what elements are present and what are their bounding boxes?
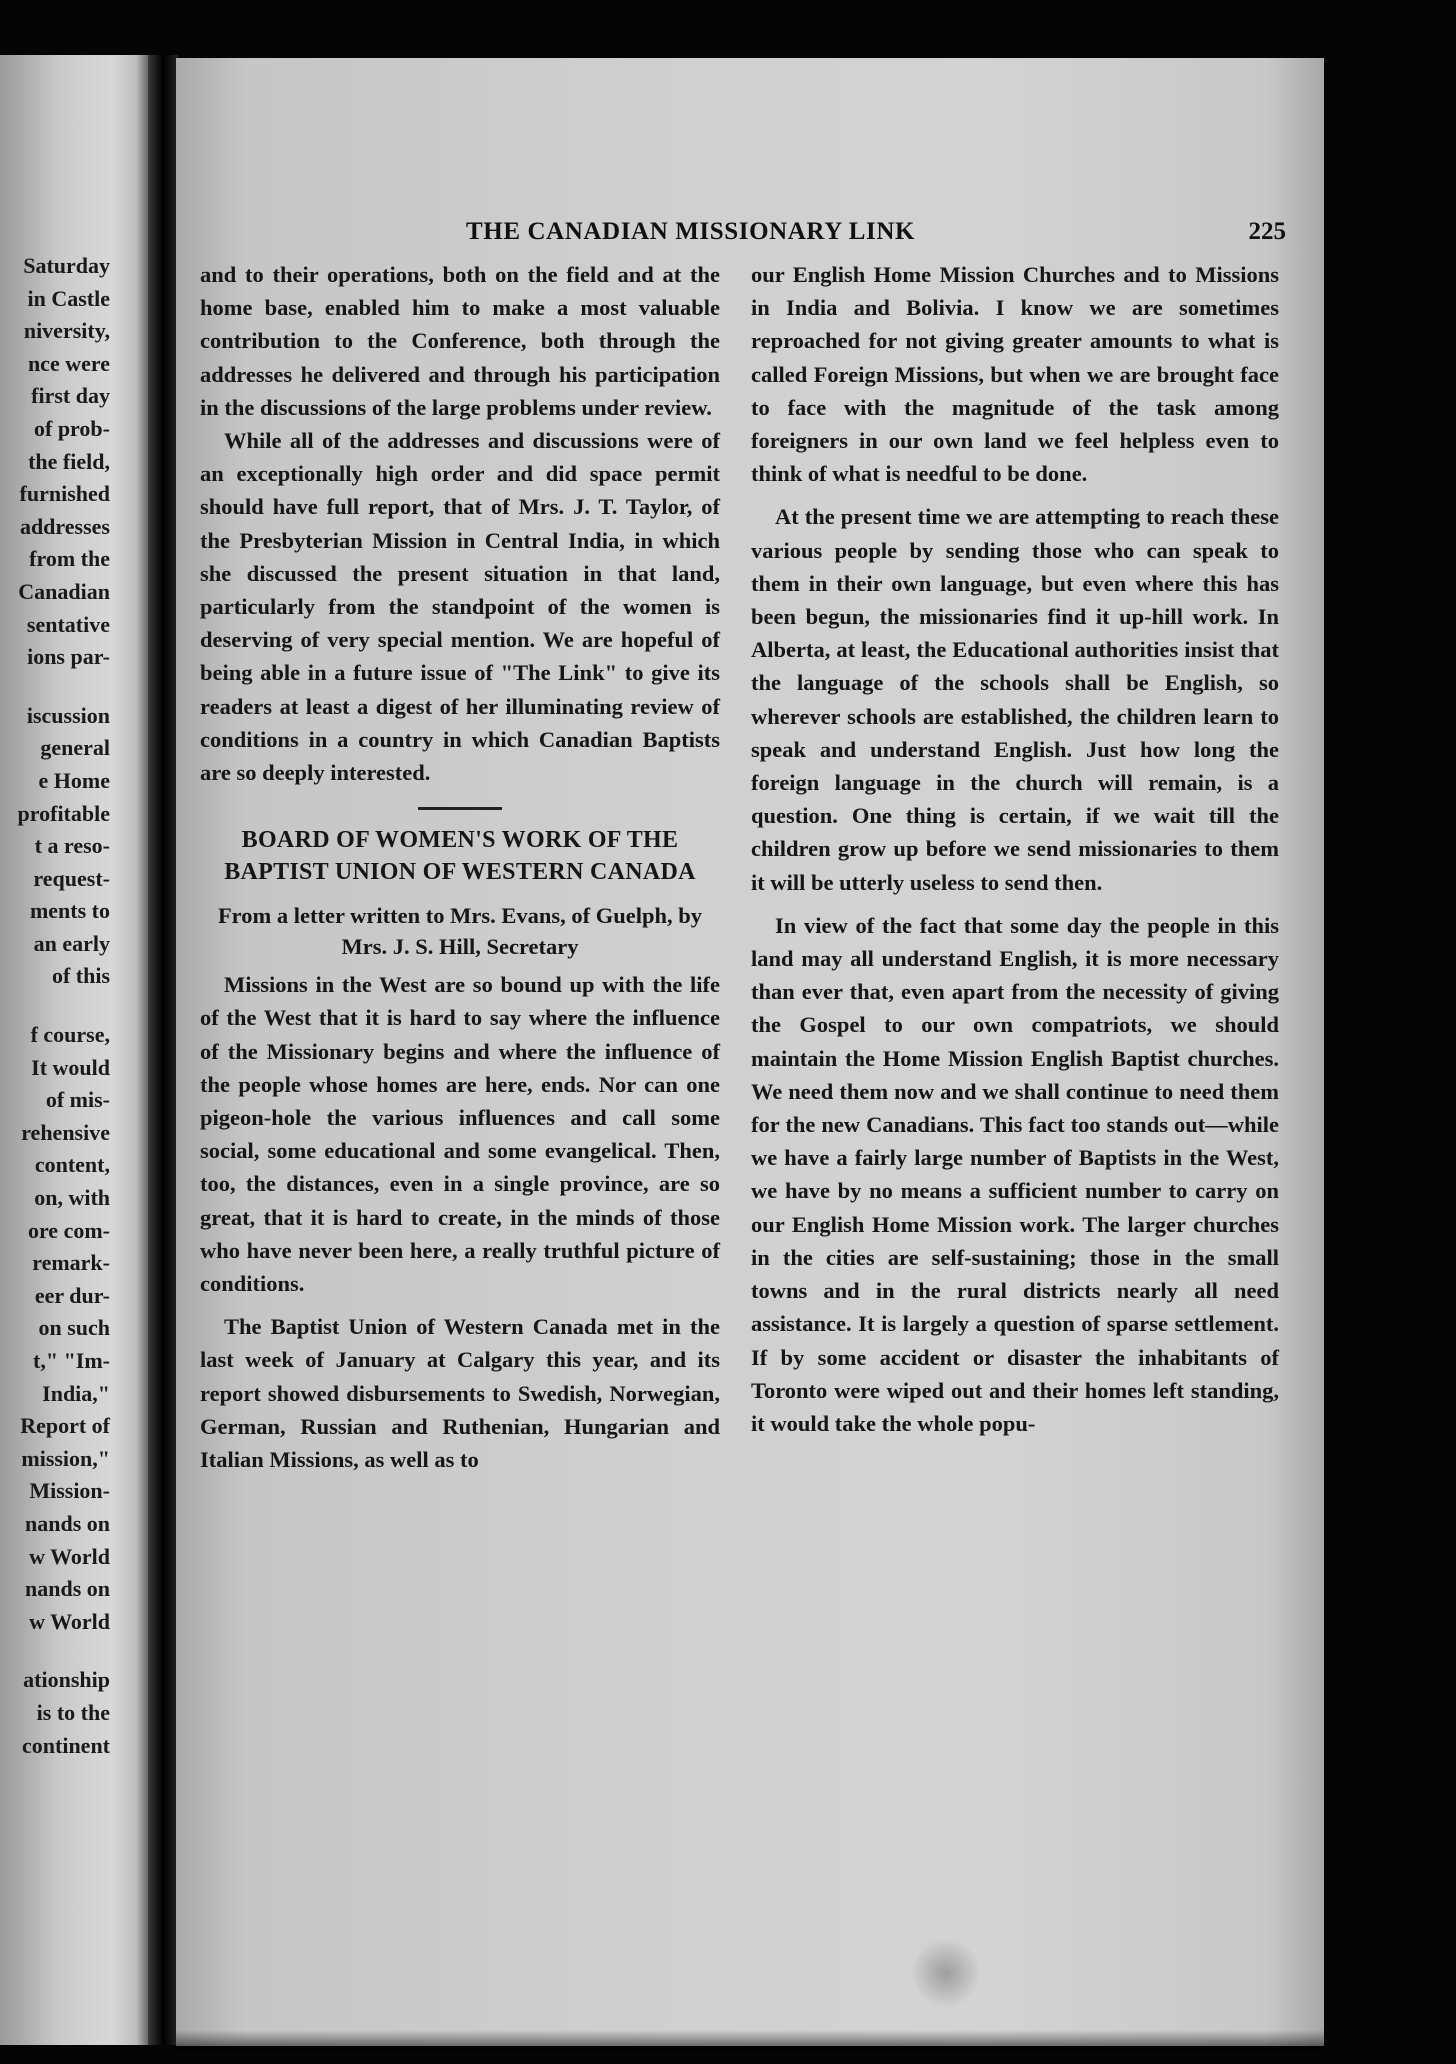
facing-page-line: addresses [19,513,110,539]
facing-page-line: e Home [38,767,110,793]
paragraph: At the present time we are attempting to reach these various people by sending those who can speak to them in their own language, but even where this has been begun, the missionaries find it up-hill work. In Alberta, at least, the Educational authorities insist that the language of the schools shall be English, so wherever schools are established, the children learn to speak and understand English. Just how long the foreign language in the church will remain, is a question. One thing is certain, if we wait till the children grow up before we send missionaries to them it will be utterly useless to send then. [751,504,1279,895]
line-gap [0,1638,110,1664]
ink-smudge [911,1938,981,2008]
facing-page-line: an early [33,930,110,956]
paragraph: Missions in the West are so bound up with the life of the West that it is hard to say where the influence of the Missionary begins and where the influence of the people whose homes are here, ends. Nor can one pigeon-hole the various influences and call some social, some educational and some evangelical. Then, too, the distances, even in a single province, are so great, that it is hard to create, in the minds of those who have never been here, a really truthful picture of conditions. [200,972,720,1297]
facing-page-line: profitable [17,800,110,826]
right-column [751,258,1279,1440]
facing-page-line: request- [33,865,110,891]
article-byline: From a letter written to Mrs. Evans, of Guelph, by Mrs. J. S. Hill, Secretary [217,903,703,960]
page-number: 225 [1248,218,1286,245]
facing-page-line: general [40,735,110,761]
facing-page-line: mission," [21,1445,110,1471]
facing-page-line: eer dur- [34,1282,110,1308]
paragraph: In view of the fact that some day the people in this land may all understand English, it is more necessary than ever that, even apart from the necessity of giving the Gospel to our own compatriots, we should maintain the Home Mission English Baptist churches. We need them now and we shall continue to need them for the new Canadians. This fact too stands out—while we have a fairly large number of Baptists in the West, we have by no means a sufficient number to carry on our English Home Mission work. The larger churches in the cities are self-sustaining; those in the small towns and in the rural districts nearly all need assistance. It is largely a question of sparse settlement. If by some accident or disaster the inhabitants of Toronto were wiped out and their homes left standing, it would take the whole popu- [751,912,1279,1436]
facing-page-line: is to the [36,1699,110,1725]
facing-page-line: nands on [24,1510,110,1536]
journal-title: THE CANADIAN MISSIONARY LINK [466,218,916,245]
facing-page-line: ments to [29,898,110,924]
section-divider [418,807,502,810]
facing-page-line: on such [38,1315,110,1341]
facing-page-line: f course, [30,1022,110,1048]
facing-page-line: remark- [32,1250,110,1276]
facing-page-line: nands on [24,1576,110,1602]
paragraph: While all of the addresses and discussions were of an exceptionally high order and did space permit should have full report, that of Mrs. J. T. Taylor, of the Presbyterian Mission in Central India, in which she discussed the present situation in that land, particularly from the standpoint of the women is deserving of very special mention. We are hopeful of being able in a future issue of "The Link" to give its readers at least a digest of her illuminating review of conditions in a country in which Canadian Baptists are so deeply interested. [200,428,720,786]
facing-page-line: rehensive [21,1119,110,1145]
facing-page-line: of this [51,963,110,989]
facing-page-line: from the [29,546,110,572]
facing-page-line: ore com- [27,1217,110,1243]
facing-page-line: w World [29,1543,110,1569]
facing-page-line: Canadian [18,578,110,604]
facing-page-line: nce were [27,350,110,376]
facing-page-line: of prob- [34,415,110,441]
facing-page-line: niversity, [23,318,110,344]
facing-page-line: Report of [20,1413,110,1439]
book-gutter [148,55,178,2045]
facing-page-line: of mis- [45,1087,110,1113]
facing-page-line: India," [42,1380,110,1406]
main-page [176,58,1324,2046]
facing-page-line: w World [29,1608,110,1634]
facing-page-line: Mission- [29,1478,110,1504]
facing-page-line: on, with [34,1185,110,1211]
facing-page-text [0,250,110,1762]
paragraph: The Baptist Union of Western Canada met in the last week of January at Calgary this year, and its report showed disbursements to Swedish, Norwegian, German, Russian and Ruthenian, Hungarian and Italian Missions, as well as to [200,1314,720,1473]
page-bottom-shadow [176,2030,1324,2050]
section-title: BOARD OF WOMEN'S WORK OF THE BAPTIST UNION OF WESTERN CANADA [224,827,696,886]
facing-page-line: t a reso- [34,833,110,859]
line-gap [0,674,110,700]
facing-page-line: ions par- [27,644,110,670]
line-gap [0,993,110,1019]
facing-page-fragment [0,55,148,2045]
paragraph: and to their operations, both on the field and at the home base, enabled him to make a most valuable contribution to the Conference, both through the addresses he delivered and through his participation in the discussions of the large problems under review. [200,262,720,420]
facing-page-line: Saturday [23,253,110,278]
facing-page-line: sentative [26,611,110,637]
facing-page-line: t," "Im- [33,1348,110,1373]
paragraph: our English Home Mission Churches and to Missions in India and Bolivia. I know we are sometimes reproached for not giving greater amounts to what is called Foreign Missions, but when we are brought face to face with the magnitude of the task among foreigners in our own land we feel helpless even to think of what is needful to be done. [751,262,1279,487]
facing-page-line: It would [31,1054,110,1080]
facing-page-line: in Castle [27,285,110,311]
running-header [466,218,1286,258]
facing-page-line: ationship [23,1667,110,1693]
facing-page-line: continent [22,1732,110,1758]
left-column [200,258,720,1476]
facing-page-line: the field, [28,448,110,474]
facing-page-line: first day [31,383,110,409]
facing-page-line: content, [34,1152,110,1178]
facing-page-line: furnished [19,481,110,507]
facing-page-line: iscussion [26,702,110,728]
